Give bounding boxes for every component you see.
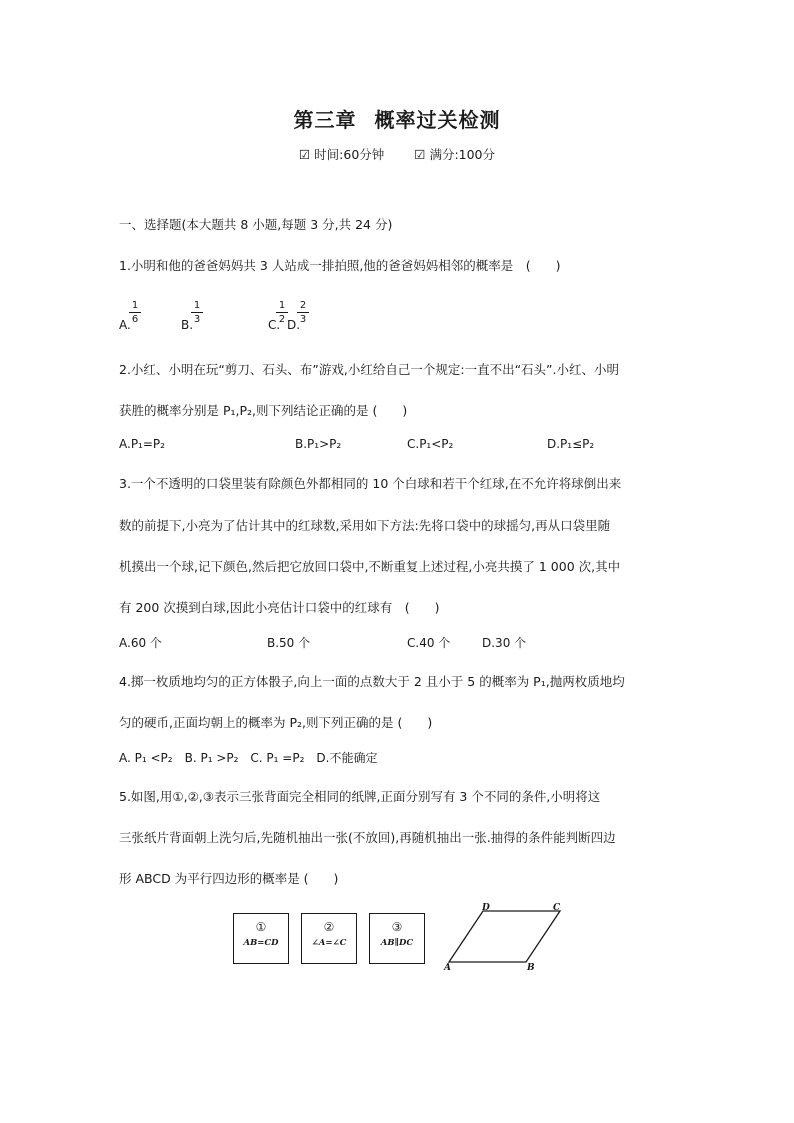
q2-option-a: A.P₁=P₂	[119, 437, 165, 451]
chapter-label: 第三章	[293, 108, 357, 132]
q4-stem-line2: 匀的硬币,正面均朝上的概率为 P₂,则下列正确的是 ( )	[119, 715, 433, 730]
q3-stem-line4: 有 200 次摸到白球,因此小亮估计口袋中的红球有 ( )	[119, 600, 440, 615]
q1-option-b: B.	[181, 318, 194, 332]
chapter-title: 概率过关检测	[374, 108, 501, 132]
q2-stem-line1: 2.小红、小明在玩“剪刀、石头、布”游戏,小红给自己一个规定:一直不出“石头”.小红、小明	[119, 362, 619, 377]
card-condition: ∠A=∠C	[311, 938, 347, 948]
q4-stem-line1: 4.掷一枚质地均匀的正方体骰子,向上一面的点数大于 2 且小于 5 的概率为 P₁,抛两枚质地均	[119, 674, 625, 689]
q1-fraction-a: 1 6	[129, 300, 141, 325]
page-title	[0, 104, 794, 133]
vertex-b-label: B	[527, 963, 535, 973]
q1-fraction-b: 1 3	[191, 300, 203, 325]
q3-stem-line1: 3.一个不透明的口袋里装有除颜色外都相同的 10 个白球和若干个红球,在不允许将球倒出来	[119, 476, 622, 491]
q1-fraction-d: 2 3	[297, 300, 309, 325]
q1-stem: 1.小明和他的爸爸妈妈共 3 人站成一排拍照,他的爸爸妈妈相邻的概率是 ( )	[119, 258, 561, 273]
q2-option-d: D.P₁≤P₂	[547, 437, 595, 451]
q5-stem-line1: 5.如图,用①,②,③表示三张背面完全相同的纸牌,正面分别写有 3 个不同的条件,小明将这	[119, 789, 601, 804]
card-condition: AB∥DC	[380, 938, 414, 948]
q2-stem-line2: 获胜的概率分别是 P₁,P₂,则下列结论正确的是 ( )	[119, 403, 408, 418]
q1-option-a: A.	[119, 318, 131, 332]
q3-option-b: B.50 个	[267, 636, 311, 650]
time-limit: ☑ 时间:60分钟	[298, 147, 385, 162]
q4-options: A. P₁ <P₂ B. P₁ >P₂ C. P₁ =P₂ D.不能确定	[119, 751, 378, 765]
q1-option-c: C.	[268, 318, 281, 332]
q2-option-b: B.P₁>P₂	[295, 437, 342, 451]
q3-stem-line2: 数的前提下,小亮为了估计其中的红球数,采用如下方法:先将口袋中的球摇匀,再从口袋里随	[119, 518, 611, 533]
vertex-c-label: C	[553, 903, 561, 913]
card-condition: AB=CD	[243, 938, 279, 948]
exam-meta	[0, 145, 794, 163]
q3-option-d: D.30 个	[482, 636, 527, 650]
q5-stem-line2: 三张纸片背面朝上洗匀后,先随机抽出一张(不放回),再随机抽出一张.抽得的条件能判断四边	[119, 830, 616, 845]
card-number: ②	[323, 920, 335, 934]
full-score: ☑ 满分:100分	[414, 147, 496, 162]
condition-card-2	[301, 913, 357, 964]
card-number: ③	[391, 920, 403, 934]
q3-option-c: C.40 个	[407, 636, 451, 650]
parallelogram-figure	[440, 900, 570, 980]
q2-option-c: C.P₁<P₂	[407, 437, 454, 451]
card-number: ①	[255, 920, 267, 934]
vertex-a-label: A	[444, 963, 451, 973]
q3-option-a: A.60 个	[119, 636, 162, 650]
q5-stem-line3: 形 ABCD 为平行四边形的概率是 ( )	[119, 871, 339, 886]
parallelogram-abcd	[449, 911, 560, 962]
vertex-d-label: D	[482, 903, 490, 913]
q1-option-d: D.	[287, 318, 301, 332]
q3-stem-line3: 机摸出一个球,记下颜色,然后把它放回口袋中,不断重复上述过程,小亮共摸了 1 000 次,其中	[119, 559, 621, 574]
condition-card-1	[233, 913, 289, 964]
condition-card-3	[369, 913, 425, 964]
section-heading: 一、选择题(本大题共 8 小题,每题 3 分,共 24 分)	[119, 217, 393, 232]
q1-fraction-c: 1 2	[276, 300, 288, 325]
